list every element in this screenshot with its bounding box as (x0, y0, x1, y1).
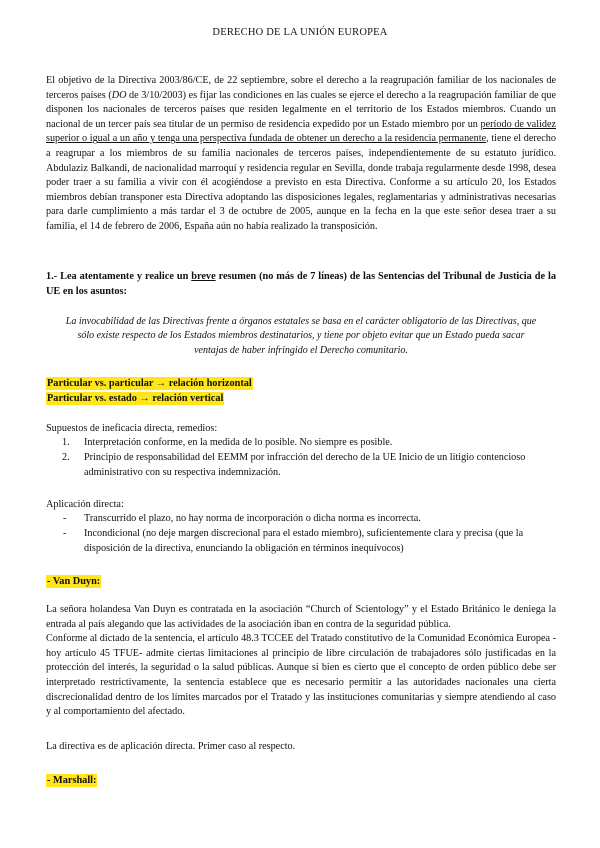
highlight-horizontal: Particular vs. particular → relación horizontal (47, 378, 252, 389)
list-text: Interpretación conforme, en la medida de lo posible. No siempre es posible. (84, 437, 393, 448)
list-text: Incondicional (no deje margen discrecional para el estado miembro), suficientemente clara y precisa (que la disposición de la directiva, enunciando la obligación en términos inequívocos) (84, 528, 524, 554)
list-dash: - (63, 513, 67, 524)
aplicacion-list (46, 512, 556, 557)
vanduyn-paragraph-2: Conforme al dictado de la sentencia, el artículo 48.3 TCCEE del Tratado constitutivo de la Comunidad Económica Europea -hoy artículo 45 TFUE- admite ciertas limitaciones al principio de libre circulación de trabajadores sólo justificadas en la protección del interés, la seguridad o la salud públicas. Aunque si bien es cierto que el concepto de orden público debe ser interpretado restrictivamente, la sentencia establece que es necesario permitir a las autoridades nacionales una cierta discrecionalidad dentro de los límites marcados por el Tratado y las instituciones comunitarias y siempre atendiendo al caso y al comportamiento del afectado. (46, 633, 556, 718)
question-1 (46, 269, 556, 299)
vanduyn-paragraph-1: La señora holandesa Van Duyn es contratada en la asociación “Church of Scientology” y el Estado Británico le deniega la entrada al país alegando que las actividades de la asociación iban en contra de la seguridad pública. (46, 604, 556, 630)
list-text: Transcurrido el plazo, no hay norma de incorporación o dicha norma es incorrecta. (84, 513, 421, 524)
vanduyn-body (46, 603, 556, 720)
italic-quote: La invocabilidad de las Directivas frente a órganos estatales se basa en el carácter obligatorio de las Directivas, que sólo existe respecto de los Estados miembros destinatarios, y tiene por objeto evitar que un Estado pueda sacar ventajas de haber infringido el Derecho comunitario. (65, 316, 537, 356)
intro-underlined: período de validez superior o igual a un año y tenga una perspectiva fundada de obtener un derecho a la residencia permanente (46, 118, 556, 145)
list-dash: - (63, 528, 67, 540)
list-item (46, 527, 556, 556)
list-number: 1. (62, 437, 70, 448)
intro-text-2: de 3/10/2003) es fijar las condiciones en las cuales se ejerce el derecho a la reagrupación familiar de que disponen los nacionales de terceros países que residen legalmente en el territorio de los Estados miembros. Cuando un nacional de un tercer país sea titular de un permiso de residencia expedido por un Estado miembro por un (46, 89, 556, 130)
section-heading-vanduyn: - Van Duyn: (47, 576, 101, 587)
highlight-vertical: Particular vs. estado → relación vertical (47, 393, 224, 404)
intro-text-3: , tiene el derecho a reagrupar a los miembros de su familia nacionales de terceros países, independientemente de su estatuto jurídico. Abdulaziz Balkandi, de nacionalidad marroquí y residencia regular en Sevilla, donde trabaja regularmente desde 1998, desea poder traer a su familia a vivir con él acogiéndose a previsto en esta Directiva. Conforme a su artículo 20, los Estados miembros debían transponer esta Directiva adoptando las disposiciones legales, reglamentarias y administrativas necesarias para darle cumplimiento a más tardar el 3 de octubre de 2005, aunque en la fecha en la que este señor desea traer a su familia, el 14 de febrero de 2006, España aún no había realizado la transposición. (46, 133, 556, 232)
list-number: 2. (62, 452, 70, 464)
supuestos-list (46, 436, 556, 481)
intro-do: DO (111, 89, 127, 101)
question-1-before: 1.- Lea atentamente y realice un (46, 271, 192, 282)
list-item (46, 451, 556, 480)
list-item (46, 512, 556, 526)
supuestos-title: Supuestos de ineficacia directa, remedios: (46, 423, 218, 434)
vanduyn-conclusion: La directiva es de aplicación directa. Primer caso al respecto. (46, 741, 296, 752)
section-heading-marshall: - Marshall: (47, 775, 97, 786)
aplicacion-title: Aplicación directa: (46, 499, 124, 510)
intro-text-1: El objetivo de la Directiva 2003/86/CE, de 22 septiembre, sobre el derecho a la reagrupación familiar de los nacionales de terceros países ( (46, 75, 556, 101)
intro-paragraph (46, 74, 556, 235)
question-1-underlined: breve (191, 271, 216, 282)
document-title: DERECHO DE LA UNIÓN EUROPEA (212, 27, 388, 38)
question-1-after: resumen (no más de 7 líneas) de las Sentencias del Tribunal de Justicia de la UE en los asuntos: (46, 271, 556, 297)
list-item (46, 436, 556, 450)
list-text: Principio de responsabilidad del EEMM por infracción del derecho de la UE Inicio de un litigio contencioso administrativo con su respectiva indemnización. (84, 452, 526, 478)
